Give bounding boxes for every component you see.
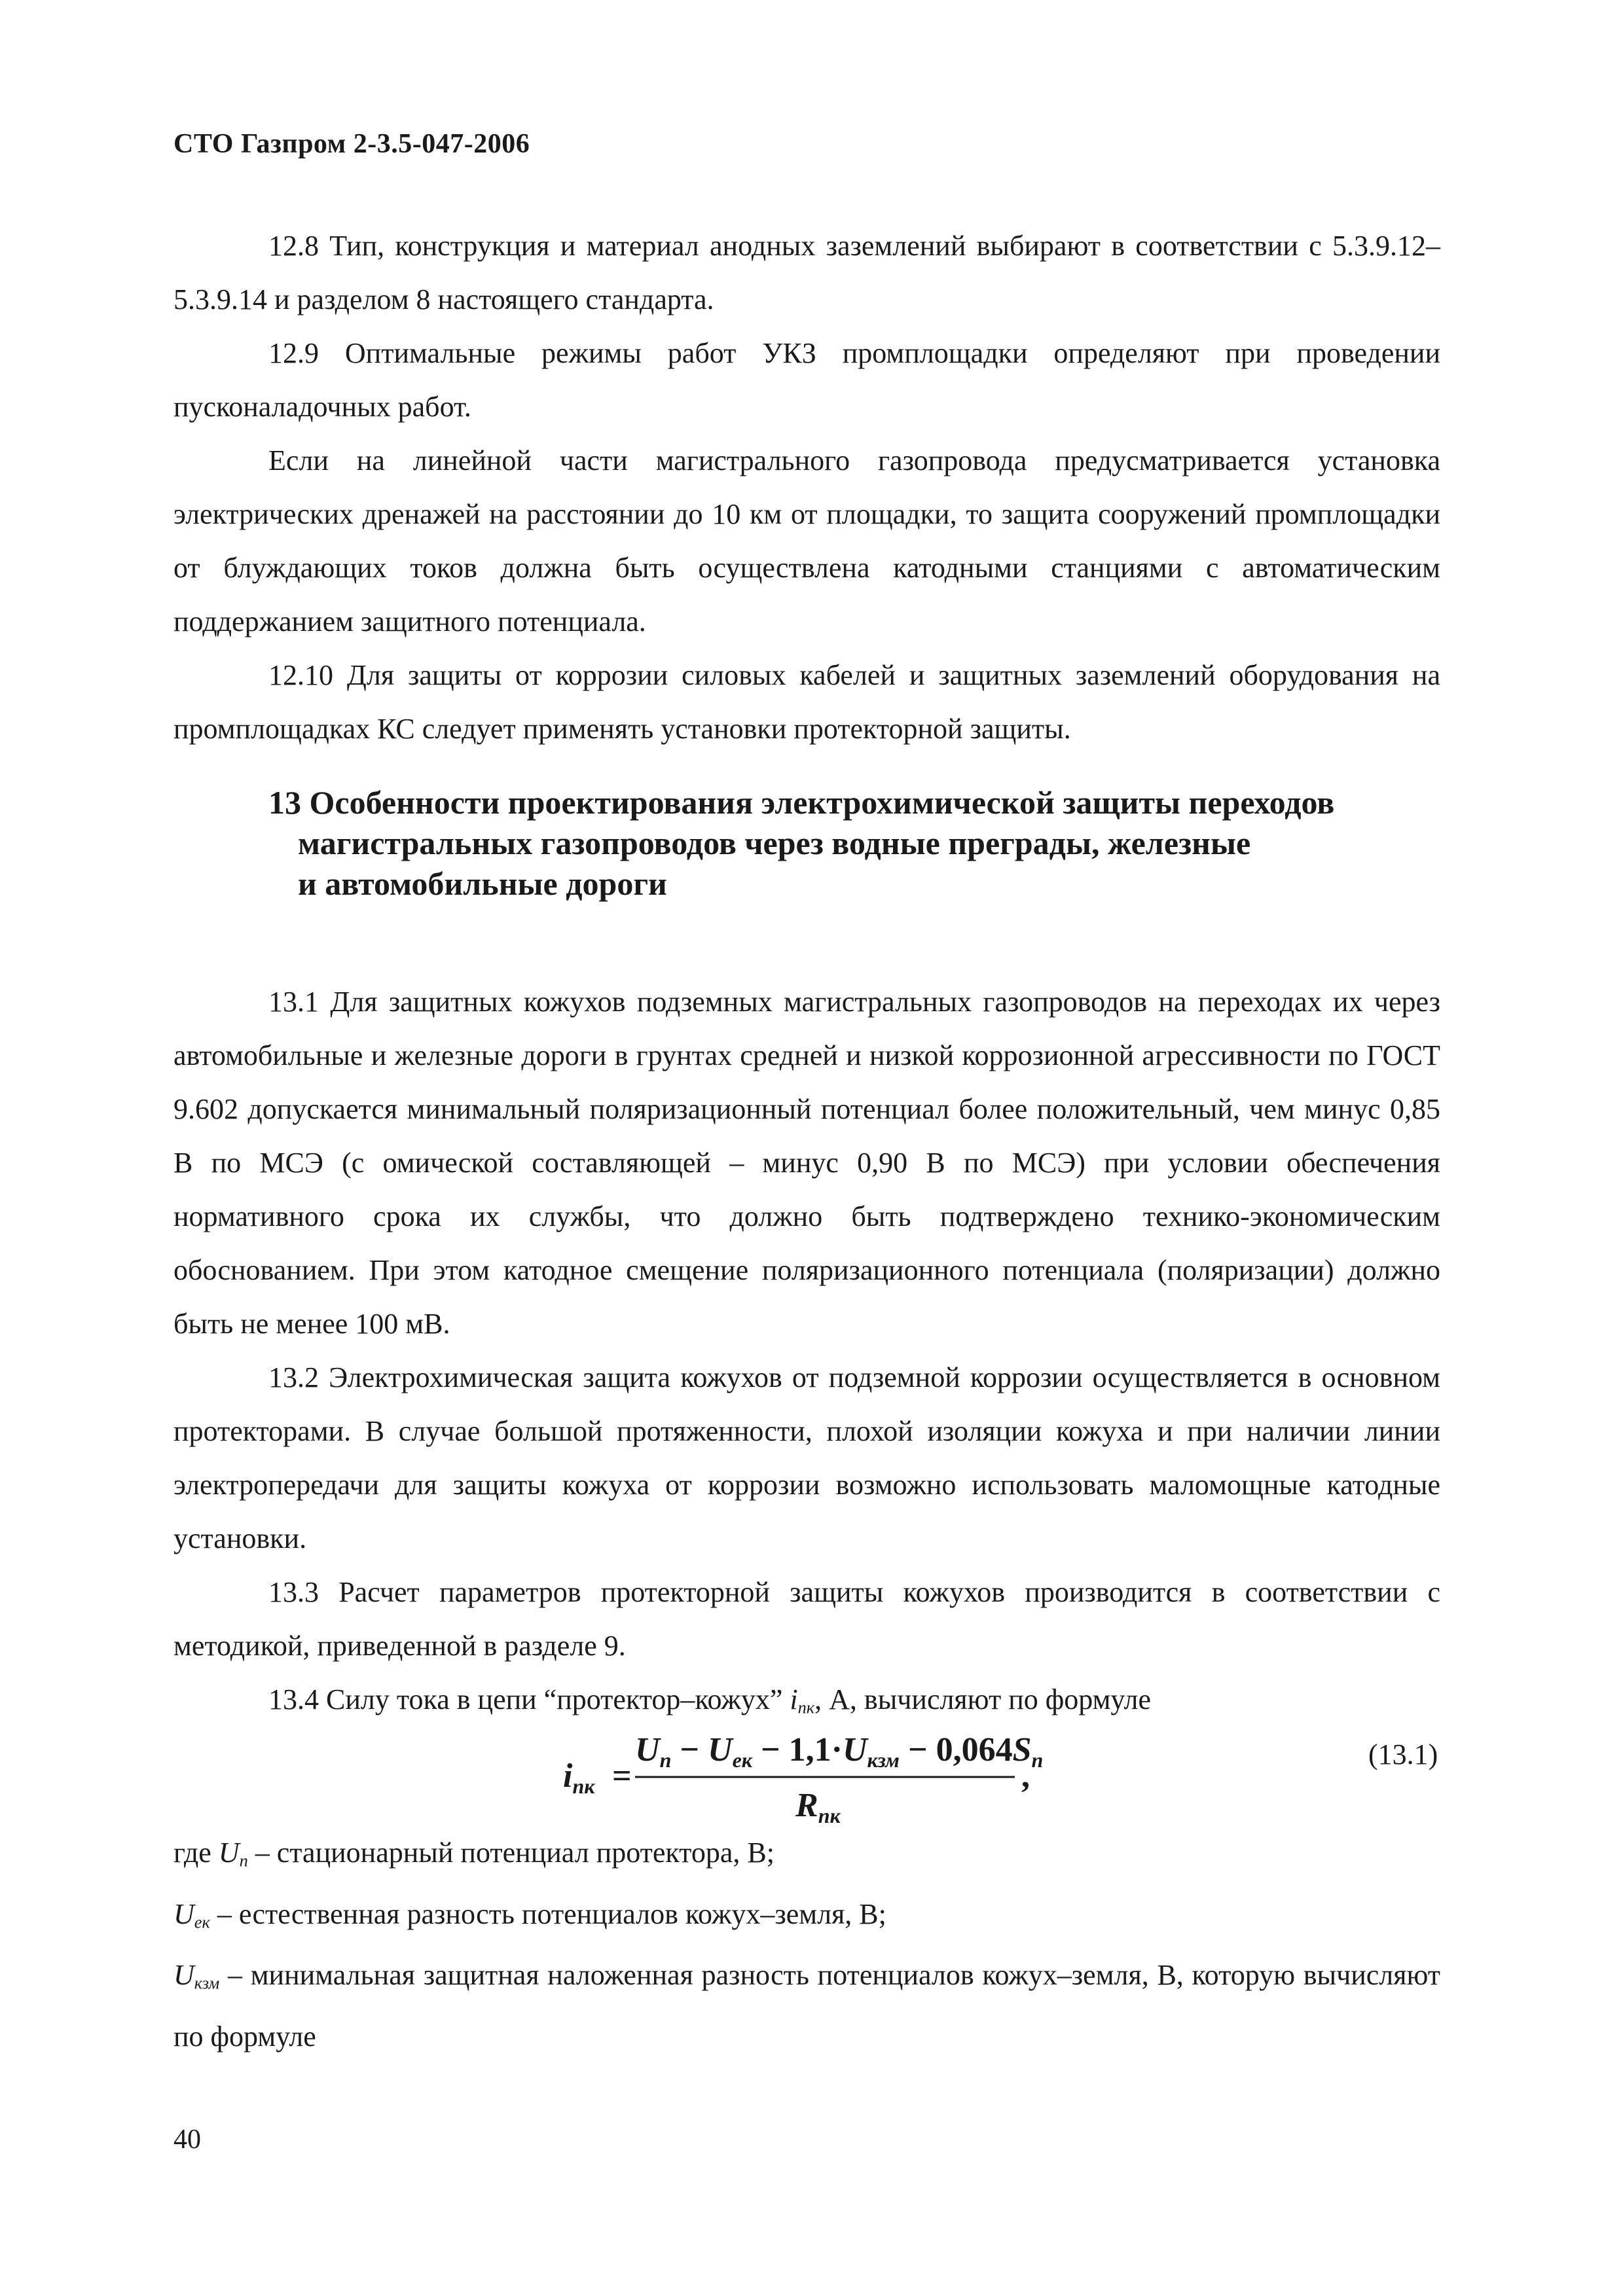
paragraph: Если на линейной части магистрального газопровода предусматривается установка электрических дренажей на расстоянии до 10 км от площадки, то защита сооружений промплощадки от блуждающих токов должна быть осуществлена катодными станциями с автоматическим поддержанием защитного потенциала.	[173, 444, 1440, 637]
subscript: ек	[194, 1912, 210, 1932]
numerator-u: U	[635, 1731, 660, 1768]
text-run: где	[173, 1837, 219, 1869]
definitions	[173, 1826, 1440, 2064]
subscript: п	[239, 1850, 248, 1871]
definition-line	[173, 1826, 1440, 1888]
definition-line	[173, 1948, 1440, 2064]
svg-text:=: =	[612, 1757, 632, 1795]
heading-line: магистральных газопроводов через водные преграды, железные	[298, 825, 1251, 861]
svg-text:Uп − Uек − 1: Uп − Uек − 1,1·Uкзм − 0,064Sп	[635, 1731, 1044, 1772]
paragraph: 12.10 Для защиты от коррозии силовых кабелей и защитных заземлений оборудования на промплощадках КС следует применять установки протекторной защиты.	[173, 659, 1440, 745]
text-run: , А, вычисляют по формуле	[814, 1683, 1151, 1715]
paragraph: 12.8 Тип, конструкция и материал анодных заземлений выбирают в соответствии с 5.3.9.12–5.3.9.14 и разделом 8 настоящего стандарта.	[173, 230, 1440, 315]
text-run: – минимальная защитная наложенная разность потенциалов кожух–земля, В, которую вычисляют по формуле	[173, 1959, 1440, 2053]
paragraph: 13.1 Для защитных кожухов подземных магистральных газопроводов на переходах их через автомобильные и железные дороги в грунтах средней и низкой коррозионной агрессивности по ГОСТ 9.602 допускается минимальный поляризационный потенциал более положительный, чем минус 0,85 В по МСЭ (с омической составляющей – минус 0,90 В по МСЭ) при условии обеспечения нормативного срока их службы, что должно быть подтверждено технико-экономическим обоснованием. При этом катодное смещение поляризационного потенциала (поляризации) должно быть не менее 100 мВ.	[173, 986, 1440, 1340]
section-heading	[268, 782, 1414, 904]
paragraph: 13.2 Электрохимическая защита кожухов от подземной коррозии осуществляется в основном протекторами. В случае большой протяженности, плохой изоляции кожуха и при наличии линии электропередачи для защиты кожуха от коррозии возможно использовать маломощные катодные установки.	[173, 1361, 1440, 1554]
paragraph-13-4	[173, 1673, 1440, 1734]
variable: U	[218, 1837, 240, 1869]
page-number: 40	[173, 2125, 201, 2155]
svg-text:Rпк: Rпк	[795, 1787, 841, 1826]
heading-line: 13 Особенности проектирования электрохимической защиты переходов	[268, 784, 1335, 821]
definition-line	[173, 1888, 1440, 1949]
svg-text:iпк	[563, 1757, 595, 1798]
formula-13-1	[563, 1728, 1283, 1826]
text-run: 13.4 Силу тока в цепи “протектор–кожух”	[268, 1683, 790, 1715]
section-13-text	[173, 975, 1440, 1734]
lhs-subscript: пк	[572, 1774, 595, 1798]
heading-line: и автомобильные дороги	[298, 865, 667, 902]
paragraph: 13.3 Расчет параметров протекторной защиты кожухов производится в соответствии с методикой, приведенной в разделе 9.	[173, 1576, 1440, 1662]
variable: U	[173, 1959, 194, 1992]
subscript: кзм	[194, 1973, 220, 1993]
svg-text:,: ,	[1021, 1757, 1030, 1795]
text-run: – стационарный потенциал протектора, В;	[247, 1837, 775, 1869]
subscript: пк	[797, 1697, 815, 1717]
denominator-r: R	[795, 1787, 818, 1824]
lhs-variable: i	[563, 1757, 573, 1795]
section-12-text	[173, 219, 1440, 756]
variable: U	[173, 1897, 194, 1930]
paragraph: 12.9 Оптимальные режимы работ УКЗ промплощадки определяют при проведении пусконаладочных работ.	[173, 337, 1440, 423]
variable: i	[790, 1683, 798, 1715]
equation-number: (13.1)	[1368, 1738, 1438, 1770]
text-run: – естественная разность потенциалов кожух–земля, В;	[210, 1897, 886, 1930]
document-header: СТО Газпром 2-3.5-047-2006	[173, 129, 530, 159]
